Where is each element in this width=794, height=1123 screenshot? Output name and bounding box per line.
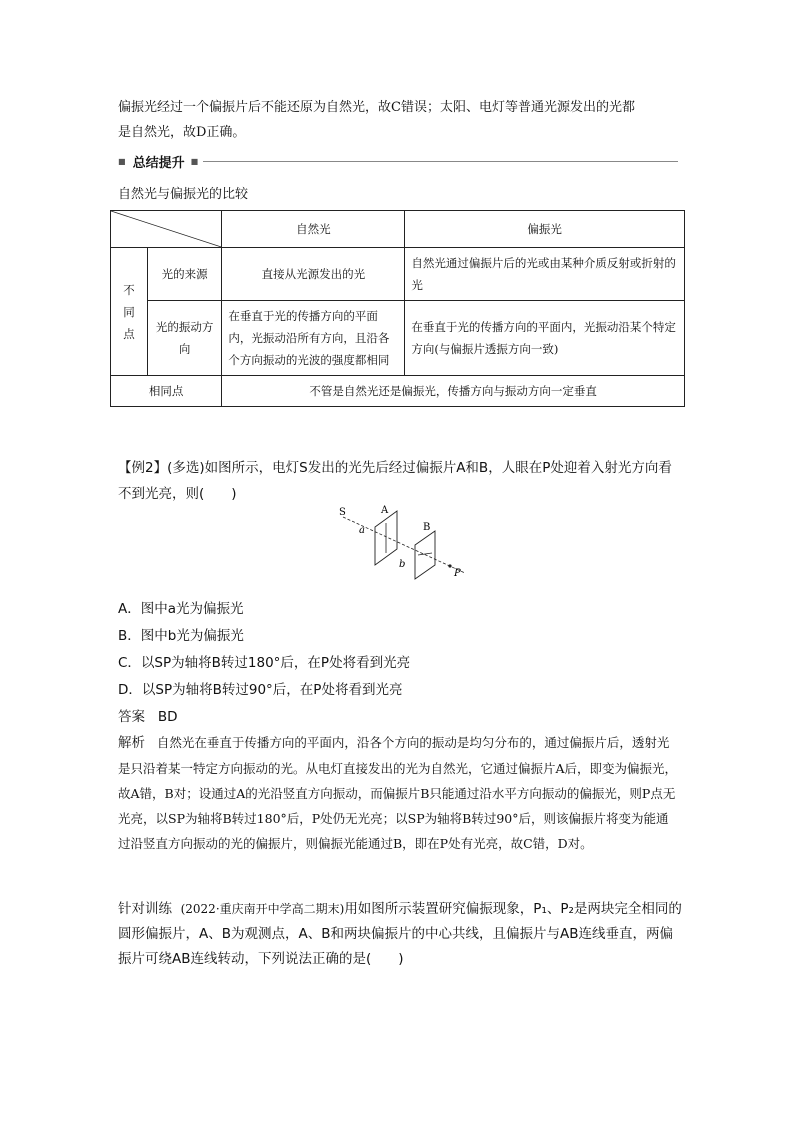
option-key: D． [118, 682, 142, 698]
training-label: 针对训练 [118, 901, 172, 917]
summary-title: 总结提升 [132, 155, 185, 171]
label-b: B [423, 522, 431, 533]
group-label-different [111, 248, 148, 376]
intro-line-2: 是自然光，故D正确。 [118, 125, 246, 140]
polarizer-figure [335, 505, 475, 585]
option-text: 以SP为轴将B转过90°后，在P处将看到光亮 [141, 682, 403, 698]
row-label-same: 相同点 [111, 376, 222, 407]
answer-label: 答案 [118, 709, 145, 725]
option-d[interactable] [118, 677, 410, 704]
cell-same: 不管是自然光还是偏振光，传播方向与振动方向一定垂直 [222, 376, 685, 407]
label-p: P [454, 568, 461, 579]
row-label-vibration: 光的振动方向 [148, 301, 222, 376]
table-row [111, 376, 685, 407]
label-ray-b: b [399, 559, 406, 570]
header-natural: 自然光 [222, 211, 405, 248]
cell-natural-vibration: 在垂直于光的传播方向的平面内，光振动沿所有方向，且沿各个方向振动的光波的强度都相同 [222, 301, 405, 376]
point-p-marker [448, 564, 451, 567]
header-polarized: 偏振光 [405, 211, 685, 248]
option-text: 图中a光为偏振光 [140, 601, 244, 617]
option-b[interactable] [118, 623, 410, 650]
option-key: B． [118, 628, 141, 644]
option-text: 以SP为轴将B转过180°后，在P处将看到光亮 [140, 655, 411, 671]
group-label-char: 同 [123, 304, 135, 319]
option-key: C． [118, 655, 141, 671]
analysis-text: 自然光在垂直于传播方向的平面内，沿各个方向的振动是均匀分布的，通过偏振片后，透射光是只沿着某一特定方向振动的光。从电灯直接发出的光为自然光，它通过偏振片A后，即变为偏振光，故A错，B对；设通过A的光沿竖直方向振动，而偏振片B只能通过沿水平方向振动的偏振光，则P点无光亮，以SP为轴将B转过180°后，P处仍无光亮；以SP为轴将B转过90°后，则该偏振片将变为能通过沿竖直方向振动的光的偏振片，则偏振光能通过B，即在P处有光亮，故C错，D对。 [118, 735, 678, 851]
table-header-row [111, 211, 685, 248]
option-text: 图中b光为偏振光 [140, 628, 244, 644]
comparison-caption: 自然光与偏振光的比较 [118, 187, 249, 202]
label-ray-a: a [359, 525, 365, 536]
analysis-paragraph [118, 730, 678, 856]
diagonal-line [111, 211, 221, 247]
intro-line-1: 偏振光经过一个偏振片后不能还原为自然光，故C错误；太阳、电灯等普通光源发出的光都 [118, 100, 635, 115]
option-c[interactable] [118, 650, 410, 677]
training-text: 用如图所示装置研究偏振现象，P₁、P₂是两块完全相同的圆形偏振片，A、B为观测点，A、B和两块偏振片的中心共线，且偏振片与AB连线垂直，两偏振片可绕AB连线转动，下列说法正确的是( ) [118, 901, 682, 967]
training-source: (2022·重庆南开中学高二期末) [180, 902, 345, 916]
cell-polarized-vibration: 在垂直于光的传播方向的平面内，光振动沿某个特定方向(与偏振片透振方向一致) [405, 301, 685, 376]
option-key: A． [118, 601, 141, 617]
training-question [118, 897, 683, 972]
intro-paragraph [118, 95, 678, 145]
answer-line [118, 705, 178, 725]
answer-value: BD [157, 709, 178, 725]
diagonal-corner-cell [111, 211, 222, 248]
bullet-square-icon: ■ [190, 156, 200, 166]
cell-polarized-source: 自然光通过偏振片后的光或由某种介质反射或折射的光 [405, 248, 685, 301]
analysis-label: 解析 [118, 735, 145, 751]
comparison-table [110, 210, 685, 407]
table-row [111, 301, 685, 376]
example-stem: (多选)如图所示，电灯S发出的光先后经过偏振片A和B，人眼在P处迎着入射光方向看不到光亮，则( ) [118, 460, 672, 502]
options-list [118, 596, 410, 704]
label-s: S [339, 507, 346, 518]
example-tag: 【例2】 [118, 460, 168, 476]
divider [203, 161, 678, 162]
summary-header [118, 151, 678, 171]
bullet-square-icon: ■ [118, 156, 127, 166]
label-a: A [381, 505, 389, 516]
group-label-char: 点 [123, 326, 135, 341]
example-question [118, 455, 683, 507]
row-label-source: 光的来源 [148, 248, 222, 301]
table-row [111, 248, 685, 301]
cell-natural-source: 直接从光源发出的光 [222, 248, 405, 301]
option-a[interactable] [118, 596, 410, 623]
group-label-char: 不 [123, 282, 135, 297]
